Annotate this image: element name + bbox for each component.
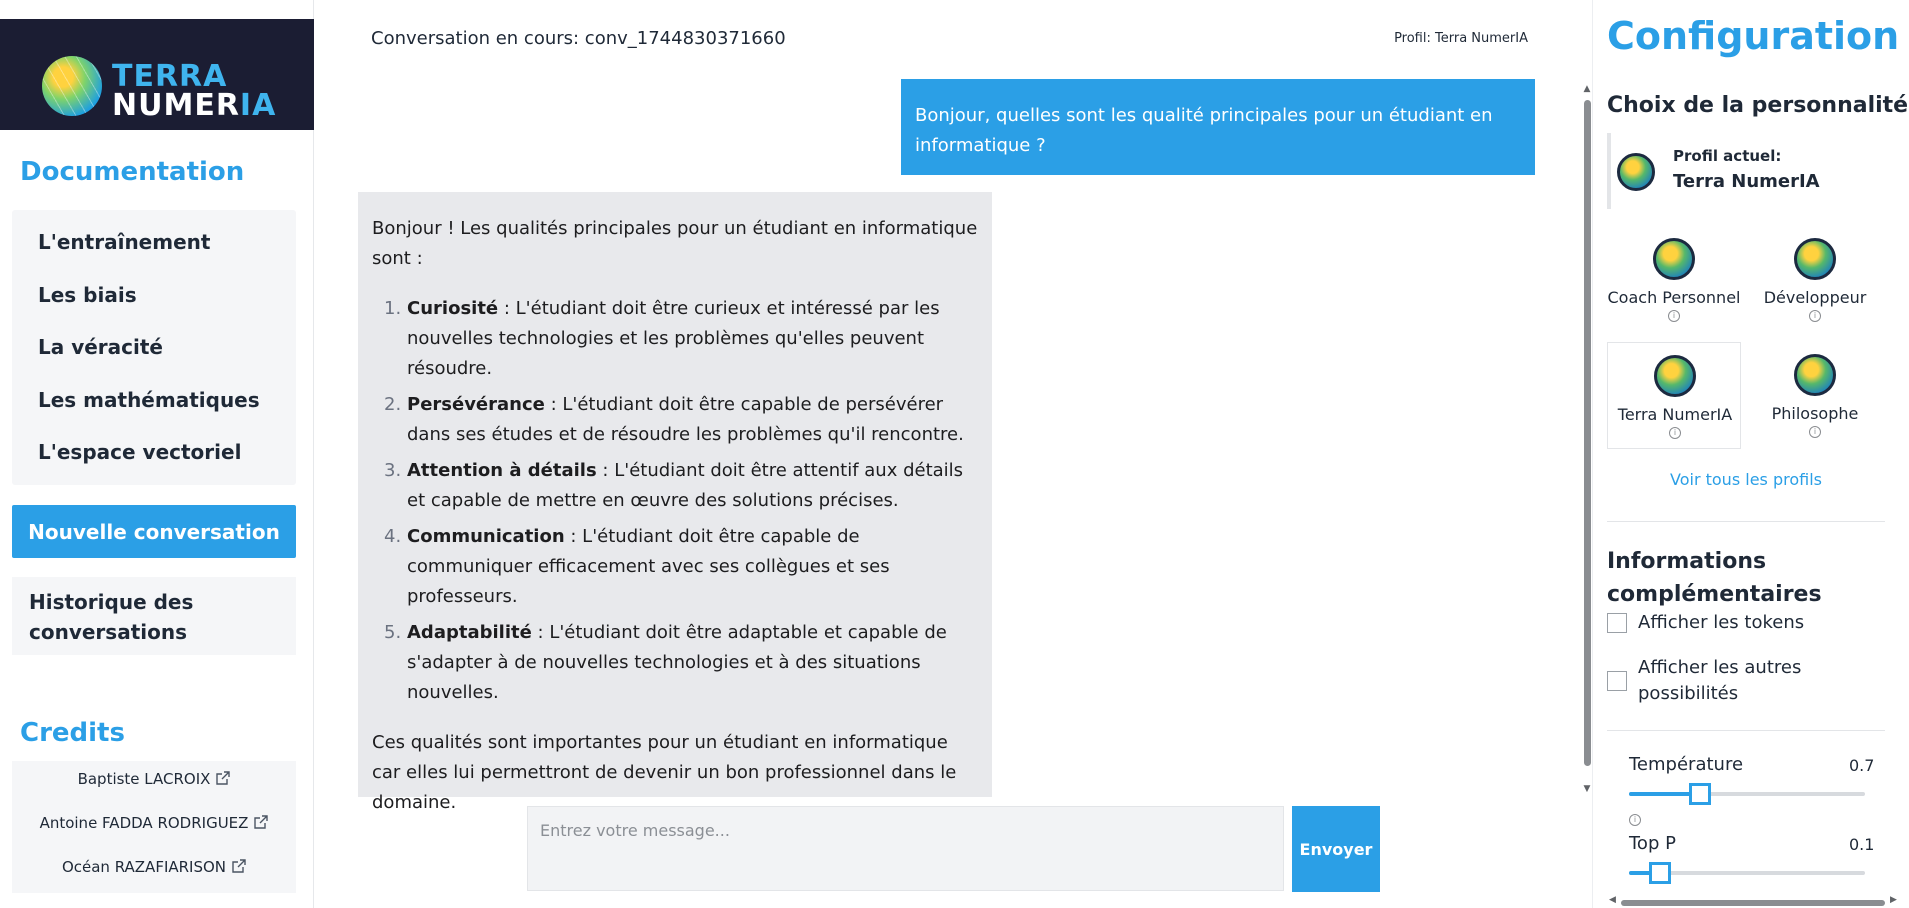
list-item <box>372 522 978 612</box>
persona-philosophe[interactable] <box>1748 342 1882 449</box>
temperature-slider[interactable] <box>1629 792 1865 796</box>
doc-item-espace-vectoriel[interactable]: L'espace vectoriel <box>38 440 242 464</box>
credit-link[interactable] <box>12 770 296 788</box>
scrollbar-thumb[interactable] <box>1584 100 1591 766</box>
personality-title: Choix de la personnalité <box>1607 93 1909 118</box>
info-icon[interactable]: i <box>1809 426 1821 438</box>
persona-name: Coach Personnel <box>1607 288 1741 307</box>
brand-logo[interactable] <box>0 19 314 130</box>
show-alternatives-checkbox[interactable] <box>1607 671 1627 691</box>
show-tokens-checkbox[interactable] <box>1607 613 1627 633</box>
persona-name: Terra NumerIA <box>1617 405 1733 424</box>
top-p-thumb[interactable] <box>1649 862 1671 884</box>
scroll-up-arrow-icon[interactable]: ▲ <box>1583 84 1591 94</box>
list-item <box>372 618 978 708</box>
qualities-list <box>372 294 978 708</box>
list-item-title: Communication <box>407 526 565 547</box>
info-section-title: Informations complémentaires <box>1607 549 1822 607</box>
list-item-title: Persévérance <box>407 394 545 415</box>
chat-scrollbar[interactable] <box>1582 84 1592 792</box>
current-profile-label: Profil actuel: <box>1673 147 1782 165</box>
scroll-down-arrow-icon[interactable]: ▼ <box>1583 784 1591 794</box>
brand-line-1: TERRA <box>112 59 228 94</box>
temperature-value: 0.7 <box>1849 756 1875 775</box>
credit-name: Baptiste LACROIX <box>77 770 211 788</box>
list-item-title: Adaptabilité <box>407 622 532 643</box>
doc-item-veracite[interactable]: La véracité <box>38 335 163 359</box>
info-icon[interactable]: i <box>1668 310 1680 322</box>
list-number: 1. <box>384 298 402 319</box>
new-conversation-button[interactable]: Nouvelle conversation <box>12 505 296 558</box>
persona-developpeur[interactable] <box>1748 226 1882 333</box>
documentation-title: Documentation <box>20 157 245 187</box>
credits-list <box>12 761 296 893</box>
list-item-text: : L'étudiant doit être adaptable et capable de s'adapter à de nouvelles technologies et à des situations nouvelles. <box>407 622 947 703</box>
list-item-text: : L'étudiant doit être capable de communiquer efficacement avec ses collègues et ses professeurs. <box>407 526 890 607</box>
temperature-thumb[interactable] <box>1689 783 1711 805</box>
brand-line-2b: IA <box>239 88 277 123</box>
list-number: 2. <box>384 394 402 415</box>
config-panel <box>1592 0 1909 908</box>
list-item-text: : L'étudiant doit être attentif aux détails et capable de mettre en œuvre des solutions précises. <box>407 460 964 511</box>
assistant-outro: Ces qualités sont importantes pour un étudiant en informatique car elles lui permettront de devenir un bon professionnel dans le domaine. <box>372 732 957 813</box>
credit-link[interactable] <box>12 858 296 876</box>
assistant-message <box>358 192 992 813</box>
list-item-title: Attention à détails <box>407 460 597 481</box>
assistant-intro: Bonjour ! Les qualités principales pour un étudiant en informatique sont : <box>372 218 978 269</box>
scroll-left-arrow-icon[interactable]: ◀ <box>1609 895 1616 905</box>
see-all-profiles-link[interactable]: Voir tous les profils <box>1670 470 1822 489</box>
credit-name: Antoine FADDA RODRIGUEZ <box>39 814 249 832</box>
list-item <box>372 294 978 384</box>
top-p-value: 0.1 <box>1849 835 1875 854</box>
external-link-icon <box>254 815 268 829</box>
documentation-list <box>12 210 296 485</box>
left-sidebar <box>0 0 314 908</box>
doc-item-mathematiques[interactable]: Les mathématiques <box>38 388 260 412</box>
current-profile-avatar <box>1617 153 1655 191</box>
credit-name: Océan RAZAFIARISON <box>61 858 227 876</box>
chat-panel <box>356 0 1591 908</box>
external-link-icon <box>216 771 230 785</box>
doc-item-biais[interactable]: Les biais <box>38 283 137 307</box>
persona-coach[interactable] <box>1607 226 1741 333</box>
credit-link[interactable] <box>12 814 296 832</box>
temperature-label: Température <box>1629 754 1744 775</box>
credits-title: Credits <box>20 718 125 748</box>
message-input[interactable]: Entrez votre message... <box>527 806 1284 891</box>
list-item-title: Curiosité <box>407 298 499 319</box>
divider <box>1607 730 1885 731</box>
persona-avatar <box>1794 354 1836 396</box>
persona-avatar <box>1794 238 1836 280</box>
scroll-right-arrow-icon[interactable]: ▶ <box>1890 895 1897 905</box>
external-link-icon <box>232 859 246 873</box>
persona-name: Philosophe <box>1771 404 1859 423</box>
show-alternatives-label: Afficher les autres possibilités <box>1638 657 1802 704</box>
info-icon[interactable]: i <box>1669 427 1681 439</box>
user-message: Bonjour, quelles sont les qualité principales pour un étudiant en informatique ? <box>901 79 1535 175</box>
brand-line-2 <box>112 88 276 123</box>
persona-name: Développeur <box>1763 288 1867 307</box>
conversation-id: Conversation en cours: conv_1744830371660 <box>371 28 786 49</box>
profile-tag: Profil: Terra NumerIA <box>1394 31 1528 46</box>
current-profile-name: Terra NumerIA <box>1673 171 1820 192</box>
top-p-slider[interactable] <box>1629 871 1865 875</box>
brand-underline <box>108 130 240 133</box>
list-number: 3. <box>384 460 402 481</box>
current-profile <box>1607 133 1879 209</box>
list-number: 4. <box>384 526 402 547</box>
info-icon[interactable]: i <box>1809 310 1821 322</box>
top-p-label: Top P <box>1629 833 1676 854</box>
list-item-text: : L'étudiant doit être capable de persévérer dans ses études et de résoudre les problèmes qu'il rencontre. <box>407 394 964 445</box>
scrollbar-thumb[interactable] <box>1621 900 1885 906</box>
divider <box>1607 521 1885 522</box>
config-title: Configuration <box>1607 14 1900 58</box>
persona-avatar <box>1654 355 1696 397</box>
doc-item-entrainement[interactable]: L'entraînement <box>38 230 211 254</box>
info-icon[interactable]: i <box>1629 814 1641 826</box>
globe-logo-icon <box>42 56 102 116</box>
brand-line-2a: NUMER <box>112 88 240 123</box>
list-number: 5. <box>384 622 402 643</box>
persona-terra-numeria[interactable] <box>1607 342 1741 449</box>
show-tokens-label: Afficher les tokens <box>1638 612 1805 633</box>
list-item <box>372 456 978 516</box>
history-button[interactable]: Historique des conversations <box>12 577 296 655</box>
persona-avatar <box>1653 238 1695 280</box>
config-horizontal-scrollbar[interactable] <box>1609 895 1897 907</box>
send-button[interactable]: Envoyer <box>1292 806 1380 892</box>
list-item <box>372 390 978 450</box>
list-item-text: : L'étudiant doit être curieux et intéressé par les nouvelles technologies et les problèmes qu'elles peuvent résoudre. <box>407 298 940 379</box>
